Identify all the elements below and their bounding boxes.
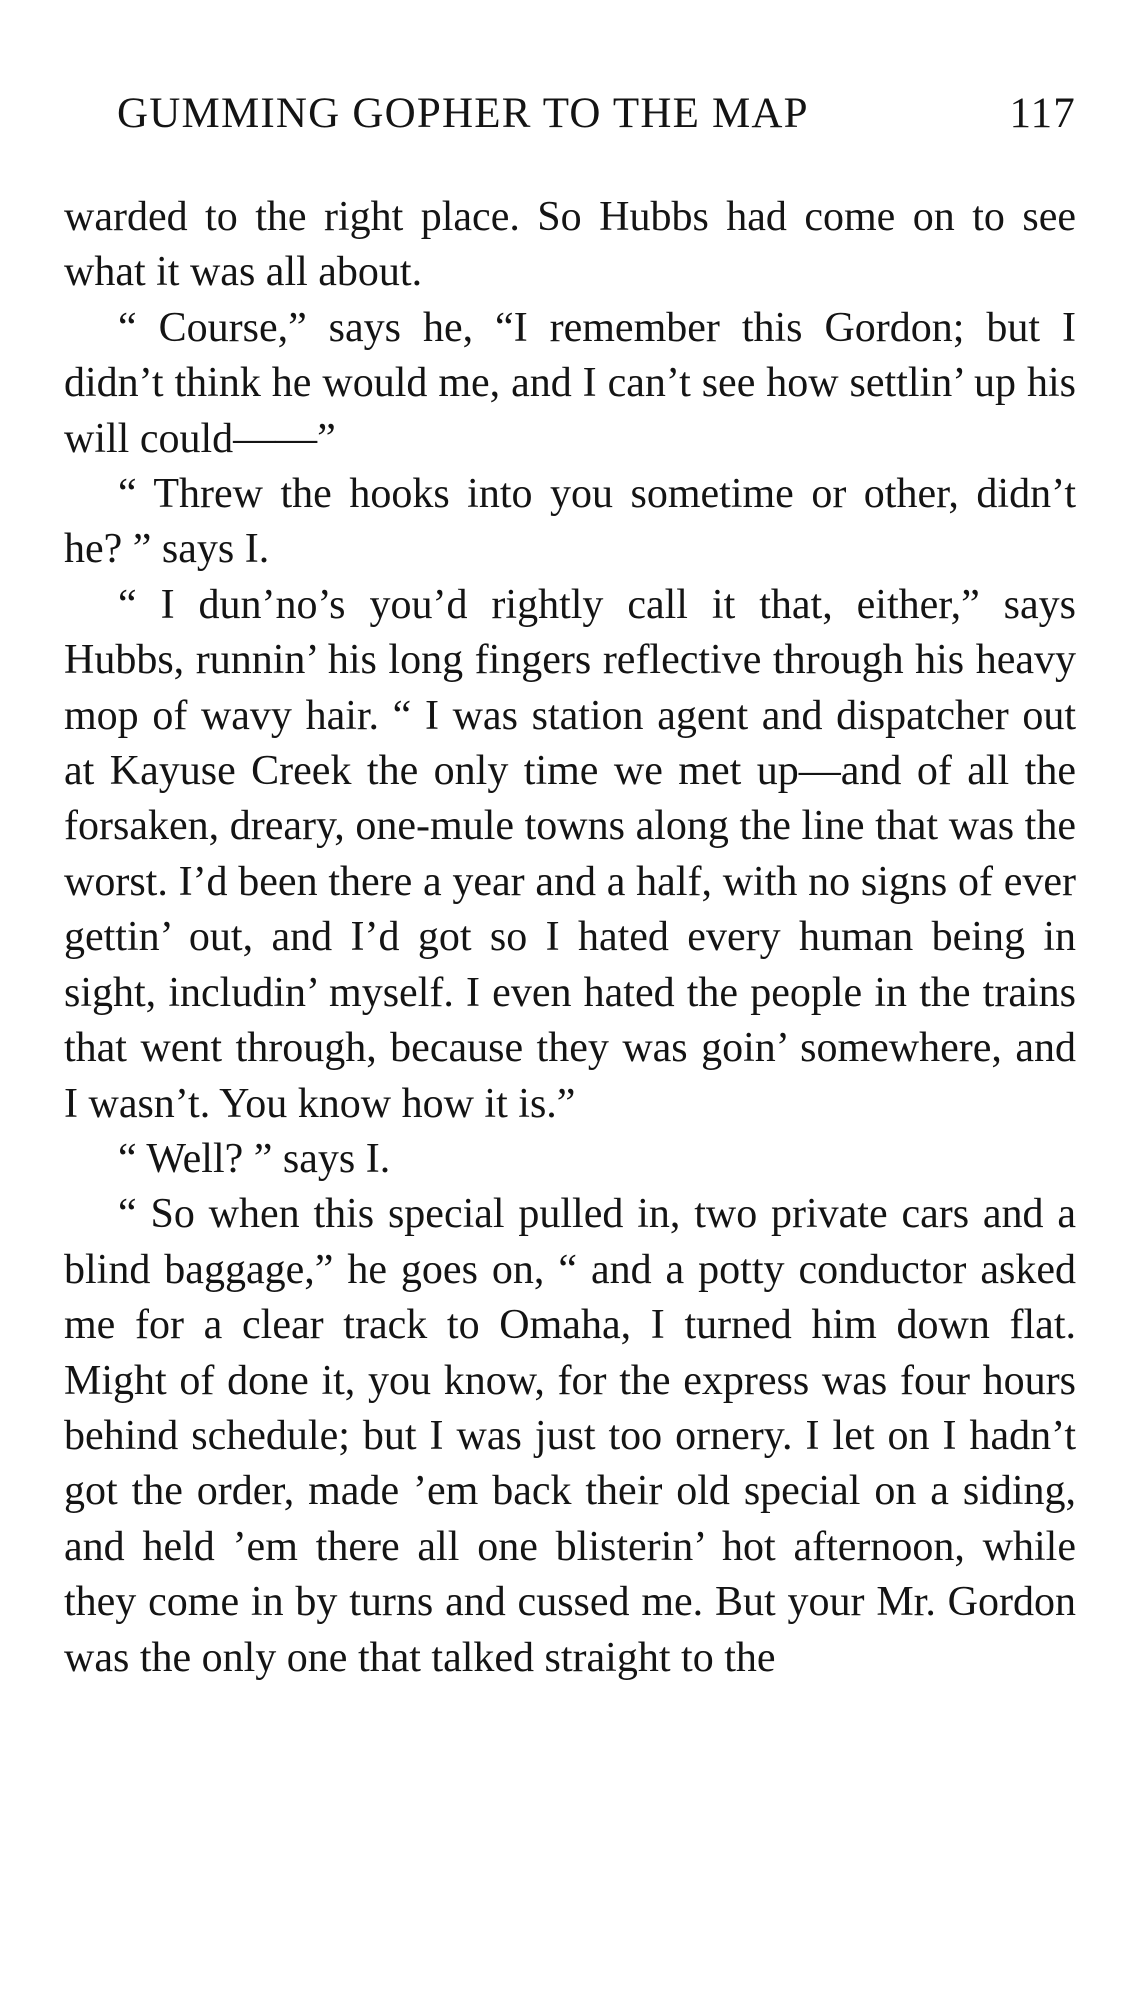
paragraph-1: warded to the right place. So Hubbs had come on to see what it was all about.: [64, 194, 1076, 296]
body-text: [64, 190, 1076, 1686]
paragraph-3: “ Threw the hooks into you sometime or other, didn’t he? ” says I.: [64, 471, 1076, 573]
page-number: 117: [1009, 90, 1076, 137]
paragraph-4: “ I dun’no’s you’d rightly call it that, either,” says Hubbs, runnin’ his long fingers reflective through his heavy mop of wavy hair. “ I was station agent and dispatcher out at Kayuse Creek the only time we met up—and of all the forsaken, dreary, one-mule towns along the line that was the worst. I’d been there a year and a half, with no signs of ever gettin’ out, and I’d got so I hated every human being in sight, includin’ myself. I even hated the people in the trains that went through, because they was goin’ somewhere, and I wasn’t. You know how it is.”: [64, 581, 1076, 1127]
running-header: [117, 92, 1076, 144]
paragraph-5: “ Well? ” says I.: [118, 1135, 391, 1182]
paragraph-6: “ So when this special pulled in, two private cars and a blind baggage,” he goes on, “ and a potty conductor asked me for a clear track to Omaha, I turned him down flat. Might of done it, you know, for the express was four hours behind schedule; but I was just too ornery. I let on I hadn’t got the order, made ’em back their old special on a siding, and held ’em there all one blisterin’ hot afternoon, while they come in by turns and cussed me. But your Mr. Gordon was the only one that talked straight to the: [64, 1191, 1076, 1681]
running-title: GUMMING GOPHER TO THE MAP: [117, 90, 809, 137]
book-page: [64, 92, 1076, 1686]
paragraph-2: “ Course,” says he, “I remember this Gordon; but I didn’t think he would me, and I can’t see how settlin’ up his will could——”: [64, 304, 1076, 462]
